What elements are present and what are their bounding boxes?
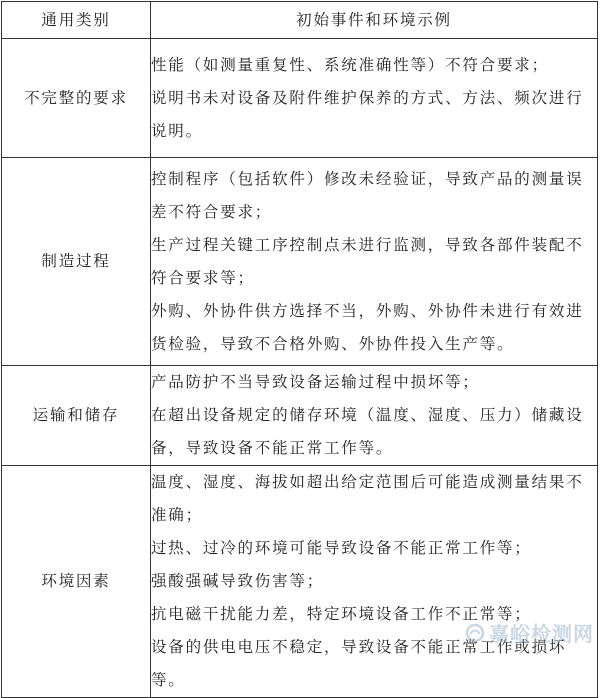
examples-cell [151,466,598,698]
header-category: 通用类别 [2,2,151,39]
table-row [2,39,598,158]
example-text: 生产过程关键工序控制点未进行监测，导致各部件装配不符合要求等； [151,235,584,287]
watermark-text: 嘉峪检测网 [489,622,594,646]
example-text: 产品防护不当导致设备运输过程中损坏等； [151,373,480,391]
header-examples: 初始事件和环境示例 [151,2,598,39]
examples-cell [151,366,598,466]
example-text: 在超出设备规定的储存环境（温度、湿度、压力）储藏设备，导致设备不能正常工作等。 [151,406,584,457]
examples-cell [151,158,598,366]
table-row [2,466,598,698]
table-row [2,366,598,466]
example-text: 温度、湿度、海拔如超出给定范围后可能造成测量结果不准确； [151,473,584,524]
category-cell: 制造过程 [2,158,151,366]
category-cell: 运输和储存 [2,366,151,466]
example-text: 说明书未对设备及附件维护保养的方式、方法、频次进行说明。 [151,88,584,140]
jiayu-logo-icon [465,623,485,643]
hazard-table [1,1,598,698]
example-text: 外购、外协件供方选择不当，外购、外协件未进行有效进货检验，导致不合格外购、外协件投入生产等。 [151,301,584,353]
example-text: 控制程序（包括软件）修改未经验证，导致产品的测量误差不符合要求； [151,169,584,221]
table-row [2,158,598,366]
table-header-row [2,2,598,39]
example-text: 设备的供电电压不稳定，导致设备不能正常工作或损坏等。 [151,638,567,689]
example-text: 强酸强碱导致伤害等； [151,572,325,590]
watermark [465,618,594,647]
example-text: 过热、过冷的环境可能导致设备不能正常工作等； [151,539,532,557]
example-text: 抗电磁干扰能力差，特定环境设备工作不正常等； [151,605,532,623]
example-text: 性能（如测量重复性、系统准确性等）不符合要求； [151,55,549,74]
category-cell: 不完整的要求 [2,39,151,158]
category-cell: 环境因素 [2,466,151,698]
examples-cell [151,39,598,158]
